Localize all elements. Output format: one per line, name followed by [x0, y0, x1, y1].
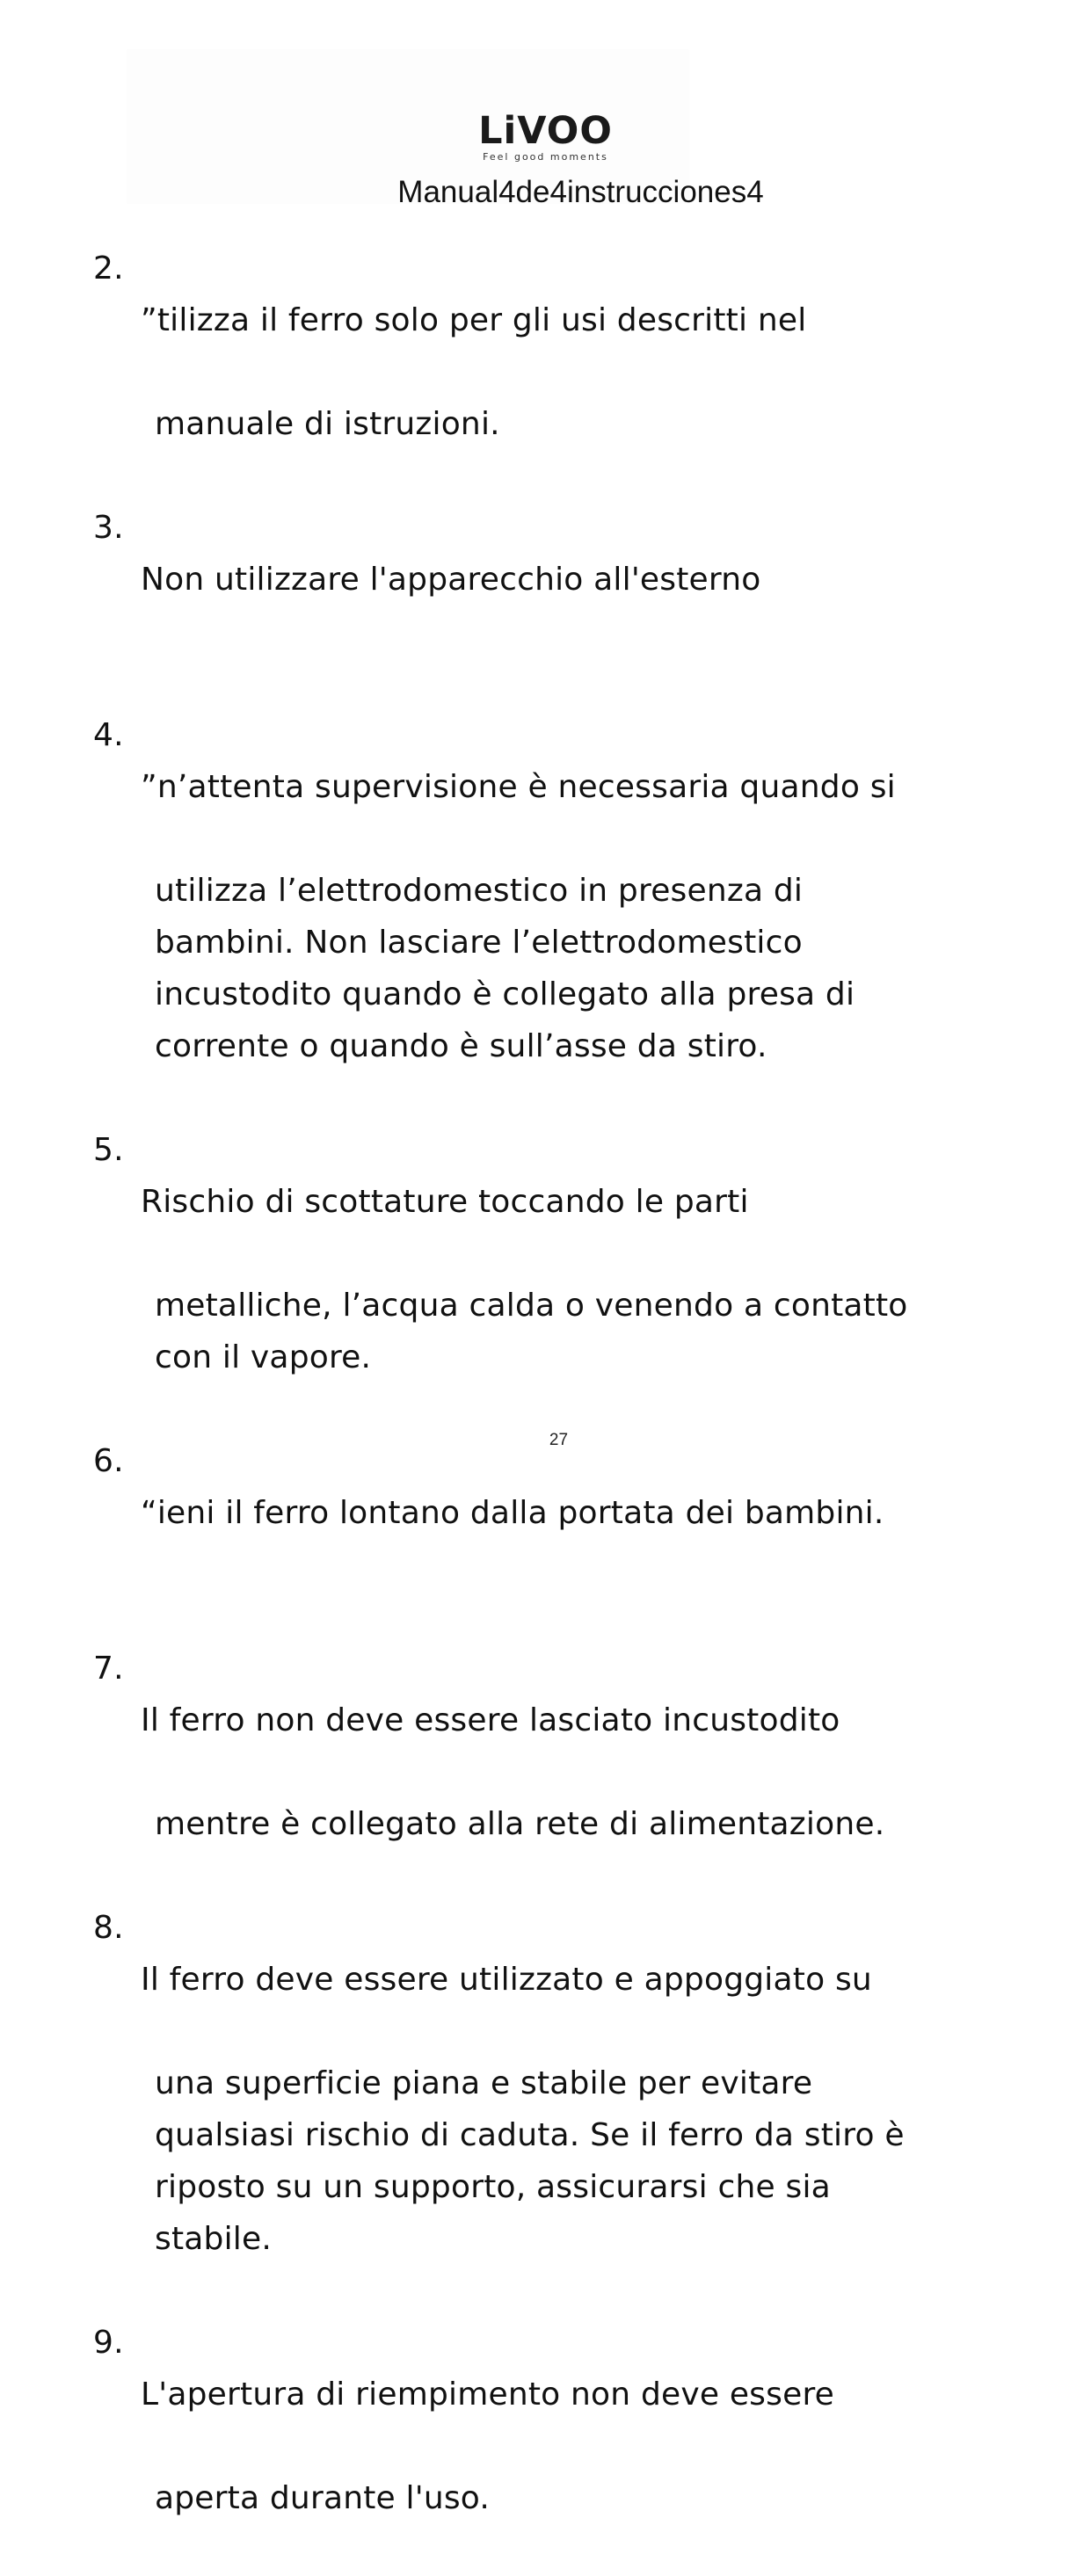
page-number: 27: [549, 1431, 569, 1449]
item-continuation: metalliche, l’acqua calda o venendo a contatto con il vapore.: [155, 1288, 908, 1375]
item-first-line: Il ferro non deve essere lasciato incustodito: [141, 1702, 840, 1738]
item-number: 4.: [93, 717, 124, 753]
item-text: [141, 502, 1016, 709]
item-first-line: ”n’attenta supervisione è necessaria quando si: [141, 769, 896, 805]
item-number: 7.: [93, 1651, 124, 1687]
item-continuation: mentre è collegato alla rete di alimentazione.: [155, 1806, 885, 1842]
item-continuation: utilizza l’elettrodomestico in presenza di bambini. Non lasciare l’elettrodomestico incustodito quando è collegato alla presa di corrente o quando è sull’asse da stiro.: [155, 873, 855, 1064]
item-number: 9.: [93, 2325, 124, 2361]
item-number: 2.: [93, 250, 124, 287]
document-title: Manual4de4instrucciones4: [397, 175, 764, 209]
brand-logo: [0, 109, 1091, 163]
list-item: [93, 1435, 1016, 1643]
item-first-line: Il ferro deve essere utilizzato e appoggiato su: [141, 1962, 872, 1998]
list-item: [93, 243, 1016, 502]
item-first-line: Non utilizzare l'apparecchio all'esterno: [141, 562, 761, 598]
list-item: [93, 709, 1016, 1124]
item-first-line: L'apertura di riempimento non deve essere: [141, 2376, 835, 2413]
item-text: [141, 2317, 1016, 2576]
item-first-line: “ieni il ferro lontano dalla portata dei bambini.: [141, 1495, 884, 1531]
item-number: 5.: [93, 1132, 124, 1168]
list-item: [93, 502, 1016, 709]
item-text: [141, 709, 1016, 1124]
list-item: [93, 1124, 1016, 1435]
item-first-line: Rischio di scottature toccando le parti: [141, 1184, 749, 1220]
item-continuation: una superficie piana e stabile per evitare qualsiasi rischio di caduta. Se il ferro da stiro è riposto su un supporto, assicurarsi che sia stabile.: [155, 2065, 905, 2257]
item-continuation: aperta durante l'uso.: [155, 2480, 491, 2516]
item-number: 3.: [93, 510, 124, 546]
list-item: [93, 1643, 1016, 1902]
brand-wordmark: LiVOO: [478, 109, 613, 153]
list-item: [93, 1902, 1016, 2317]
item-text: [141, 1124, 1016, 1435]
item-text: [141, 1643, 1016, 1902]
item-text: [141, 1435, 1016, 1643]
item-text: [141, 1902, 1016, 2317]
item-continuation: manuale di istruzioni.: [155, 406, 500, 442]
list-item: [93, 2317, 1016, 2576]
item-first-line: ”tilizza il ferro solo per gli usi descritti nel: [141, 302, 807, 338]
item-number: 6.: [93, 1443, 124, 1479]
item-number: 8.: [93, 1910, 124, 1946]
instruction-list: [93, 243, 1016, 2576]
brand-tagline: Feel good moments: [483, 151, 608, 163]
item-text: [141, 243, 1016, 502]
